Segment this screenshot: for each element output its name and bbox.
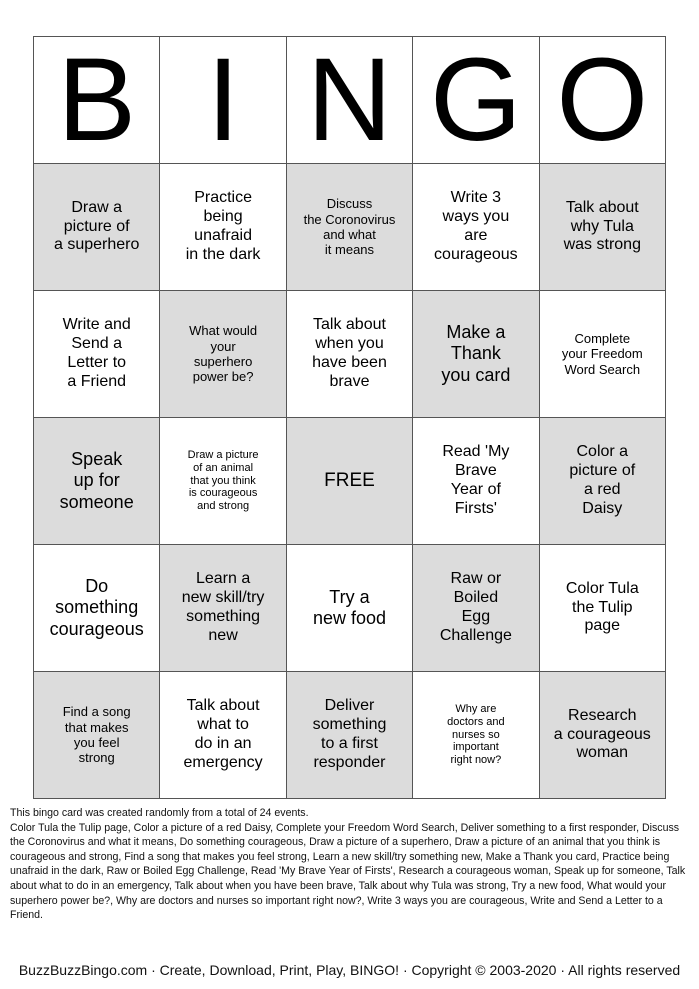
bingo-cell [539,291,665,418]
bingo-cell [160,545,286,672]
cell-text: Complete your Freedom Word Search [561,331,643,377]
bingo-cell [34,545,160,672]
cell-text: Raw or Boiled Egg Challenge [439,570,512,644]
cell-text: Do something courageous [49,576,144,639]
card-description [10,806,694,923]
cell-text: Find a song that makes you feel strong [62,704,131,766]
bingo-cell [413,291,539,418]
cell-text: Talk about when you have been brave [312,316,387,390]
bingo-cell [286,291,412,418]
bingo-cell [160,164,286,291]
bingo-cell [160,418,286,545]
bingo-cell [34,418,160,545]
footer-credit: BuzzBuzzBingo.com · Create, Download, Print, Play, BINGO! · Copyright © 2003-2020 · All rights reserved [18,962,681,978]
cell-text: Color a picture of a red Daisy [569,443,636,517]
bingo-cell [539,672,665,799]
header-letter-g: G [413,37,539,164]
bingo-cell [413,164,539,291]
header-letter-i: I [160,37,286,164]
bingo-cell [413,418,539,545]
bingo-cell [539,164,665,291]
description-event-list: Color Tula the Tulip page, Color a picture of a red Daisy, Complete your Freedom Word Search, Deliver something to a first responder, Discuss the Coronovirus and what it means, Do something courageous, Draw a picture of a superhero, Draw a picture of an animal that you think is courageous and strong, Find a song that makes you feel strong, Learn a new skill/try something new, Make a Thank you card, Practice being unafraid in the dark, Raw or Boiled Egg Challenge, Read 'My Brave Year of Firsts', Research a courageous woman, Speak up for someone, Talk about what to do in an emergency, Talk about when you have been brave, Talk about why Tula was strong, Try a new food, What would your superhero power be?, Why are doctors and nurses so important right now?, Write 3 ways you are courageous, Write and Send a Letter to a Friend. [10,821,686,922]
cell-text: Deliver something to a first responder [312,697,387,771]
cell-text: Draw a picture of an animal that you think is courageous and strong [187,448,259,513]
card-row [34,418,666,545]
bingo-cell [539,545,665,672]
cell-text: Try a new food [312,586,386,628]
bingo-cell [413,545,539,672]
bingo-card [33,36,666,799]
header-letter-n: N [286,37,412,164]
free-space [286,418,412,545]
cell-text: Talk about why Tula was strong [563,198,641,254]
cell-text: Color Tula the Tulip page [565,579,639,635]
cell-text: Talk about what to do in an emergency [183,697,263,771]
card-row [34,672,666,799]
card-row [34,164,666,291]
header-letter-o: O [539,37,665,164]
cell-text: Practice being unafraid in the dark [185,189,261,263]
bingo-cell [413,672,539,799]
cell-text: Discuss the Coronovirus and what it means [303,196,396,258]
cell-text: FREE [324,469,375,491]
header-row [34,37,666,164]
bingo-cell [160,672,286,799]
cell-text: Draw a picture of a superhero [54,198,140,254]
header-letter-b: B [34,37,160,164]
bingo-cell [286,545,412,672]
bingo-cell [539,418,665,545]
cell-text: Make a Thank you card [441,322,511,385]
bingo-cell [286,672,412,799]
cell-text: What would your superhero power be? [189,323,258,385]
bingo-cell [34,291,160,418]
card-row [34,291,666,418]
bingo-cell [34,164,160,291]
cell-text: Write and Send a Letter to a Friend [62,316,131,390]
bingo-cell [160,291,286,418]
cell-text: Learn a new skill/try something new [181,570,265,644]
cell-text: Write 3 ways you are courageous [434,189,518,263]
cell-text: Speak up for someone [59,449,134,512]
card-row [34,545,666,672]
bingo-cell [34,672,160,799]
cell-text: Research a courageous woman [553,706,651,762]
bingo-cell [286,164,412,291]
cell-text: Read 'My Brave Year of Firsts' [442,443,510,517]
cell-text: Why are doctors and nurses so important right now? [447,702,505,767]
card-grid [34,164,666,799]
description-intro: This bingo card was created randomly from a total of 24 events. [10,807,309,819]
